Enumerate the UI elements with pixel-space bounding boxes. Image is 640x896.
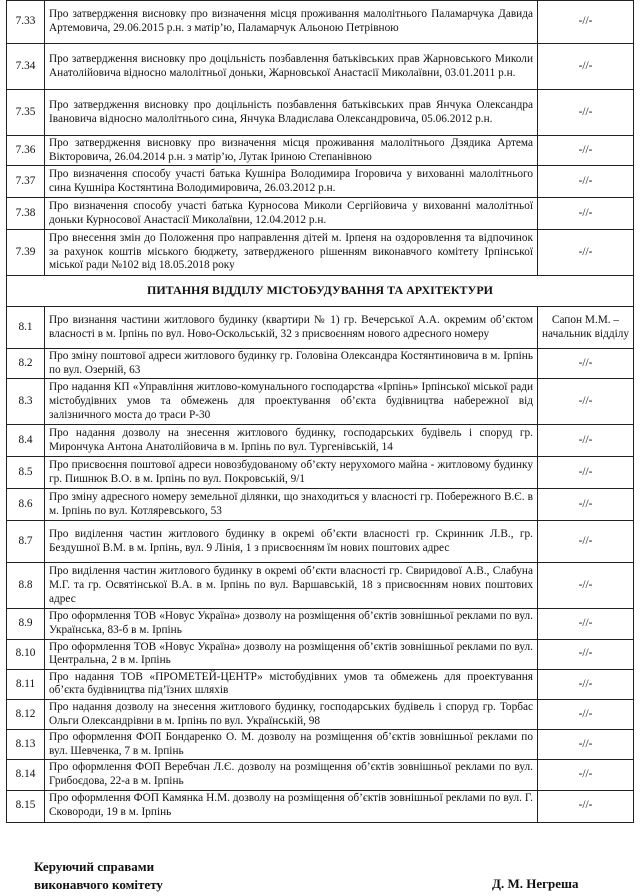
item-description: Про надання дозволу на знесення житлового будинку, господарських будівель і споруд гр. Торбас Ольги Олександрівни в м. Ірпінь по вул. Українській, 98	[45, 699, 538, 729]
agenda-table	[6, 0, 634, 823]
item-responsible: -//-	[538, 521, 634, 563]
item-number: 8.12	[7, 699, 45, 729]
item-number: 8.11	[7, 669, 45, 699]
signature-block	[0, 852, 640, 896]
item-number: 8.7	[7, 521, 45, 563]
table-row	[7, 307, 634, 349]
item-number: 8.14	[7, 760, 45, 790]
item-responsible: Сапон М.М. – начальник відділу	[538, 307, 634, 349]
item-responsible: -//-	[538, 1, 634, 44]
item-responsible: -//-	[538, 198, 634, 230]
item-number: 7.39	[7, 230, 45, 276]
table-row	[7, 90, 634, 136]
table-row	[7, 166, 634, 198]
item-responsible: -//-	[538, 44, 634, 90]
item-description: Про затвердження висновку про визначення місця проживання малолітнього Дзядика Артема Вікторовича, 26.04.2014 р.н. з матір’ю, Лутак Іриною Степанівною	[45, 136, 538, 166]
item-number: 8.3	[7, 379, 45, 425]
item-number: 7.35	[7, 90, 45, 136]
item-responsible: -//-	[538, 136, 634, 166]
table-row	[7, 699, 634, 729]
item-number: 8.9	[7, 609, 45, 639]
item-description: Про надання КП «Управління житлово-комунального господарства «Ірпінь» Ірпінської міської ради містобудівних умов та обмежень для проектування об’єкта будівництва набережної від залізничного моста до траси Р-30	[45, 379, 538, 425]
item-responsible: -//-	[538, 230, 634, 276]
table-row	[7, 790, 634, 822]
item-responsible: -//-	[538, 760, 634, 790]
item-description: Про зміну поштової адреси житлового будинку гр. Головіна Олександра Костянтиновича в м. Ірпінь по вул. Озерній, 63	[45, 349, 538, 379]
item-responsible: -//-	[538, 563, 634, 609]
item-responsible: -//-	[538, 489, 634, 521]
table-row	[7, 521, 634, 563]
item-responsible: -//-	[538, 639, 634, 669]
item-number: 8.1	[7, 307, 45, 349]
item-description: Про оформлення ТОВ «Новус Україна» дозволу на розміщення об’єктів зовнішньої реклами по вул. Українська, 83-б в м. Ірпінь	[45, 609, 538, 639]
item-number: 8.13	[7, 730, 45, 760]
table-row	[7, 489, 634, 521]
item-number: 7.38	[7, 198, 45, 230]
item-number: 8.2	[7, 349, 45, 379]
item-number: 8.5	[7, 457, 45, 489]
table-row	[7, 457, 634, 489]
item-number: 8.10	[7, 639, 45, 669]
table-row	[7, 198, 634, 230]
section-header	[7, 276, 634, 307]
item-description: Про визначення способу участі батька Кушніра Володимира Ігоровича у вихованні малолітнього сина Кушніра Костянтина Володимировича, 26.03.2012 р.н.	[45, 166, 538, 198]
item-number: 7.37	[7, 166, 45, 198]
item-description: Про внесення змін до Положення про направлення дітей м. Ірпеня на оздоровлення та відпочинок за рахунок коштів міського бюджету, затвердженого рішенням виконавчого комітету Ірпінської міської ради №102 від 18.05.2018 року	[45, 230, 538, 276]
item-description: Про оформлення ТОВ «Новус Україна» дозволу на розміщення об’єктів зовнішньої реклами по вул. Центральна, 2 в м. Ірпінь	[45, 639, 538, 669]
item-description: Про оформлення ФОП Веребчан Л.Є. дозволу на розміщення об’єктів зовнішньої реклами по вул. Грибоєдова, 22-а в м. Ірпінь	[45, 760, 538, 790]
table-row	[7, 425, 634, 457]
item-responsible: -//-	[538, 699, 634, 729]
signatory-name: Д. М. Негреша	[492, 876, 579, 891]
table-row	[7, 349, 634, 379]
item-description: Про визнання частини житлового будинку (квартири № 1) гр. Вечерської А.А. окремим об’єктом власності в м. Ірпінь по вул. Ново-Оскольській, 32 з присвоєнням нового адресного номеру	[45, 307, 538, 349]
item-number: 8.8	[7, 563, 45, 609]
item-responsible: -//-	[538, 790, 634, 822]
table-row	[7, 669, 634, 699]
table-row	[7, 1, 634, 44]
item-description: Про затвердження висновку про доцільність позбавлення батьківських прав Янчука Олександра Івановича відносно малолітнього сина, Янчука Владислава Олександровича, 05.06.2012 р.н.	[45, 90, 538, 136]
item-description: Про оформлення ФОП Бондаренко О. М. дозволу на розміщення об’єктів зовнішньої реклами по вул. Шевченка, 7 в м. Ірпінь	[45, 730, 538, 760]
position-line-1: Керуючий справами	[34, 859, 155, 874]
item-description: Про оформлення ФОП Камянка Н.М. дозволу на розміщення об’єктів зовнішньої реклами по вул. Г. Сковороди, 19 в м. Ірпінь	[45, 790, 538, 822]
item-responsible: -//-	[538, 669, 634, 699]
item-responsible: -//-	[538, 457, 634, 489]
item-description: Про виділення частин житлового будинку в окремі об’єкти власності гр. Скринник Л.В., гр. Бездушної В.М. в м. Ірпінь, вул. 9 Лінія, 1 з присвоєнням їм нових поштових адрес	[45, 521, 538, 563]
item-number: 8.6	[7, 489, 45, 521]
item-number: 8.15	[7, 790, 45, 822]
item-responsible: -//-	[538, 609, 634, 639]
item-number: 7.36	[7, 136, 45, 166]
table-row	[7, 760, 634, 790]
item-description: Про присвоєння поштової адреси новозбудованому об’єкту нерухомого майна - житловому будинку гр. Пишнюк В.О. в м. Ірпінь по вул. Покровській, 9/1	[45, 457, 538, 489]
agenda-section-8	[7, 307, 634, 822]
item-number: 8.4	[7, 425, 45, 457]
table-row	[7, 136, 634, 166]
item-description: Про затвердження висновку про доцільність позбавлення батьківських прав Жарновського Миколи Анатолійовича відносно малолітньої доньки, Жарновської Анастасії Миколаївни, 03.01.2011 р.н.	[45, 44, 538, 90]
table-row	[7, 379, 634, 425]
item-description: Про надання дозволу на знесення житлового будинку, господарських будівель і споруд гр. Мирончука Антона Анатолійовича в м. Ірпінь по вул. Тургенівській, 14	[45, 425, 538, 457]
item-responsible: -//-	[538, 90, 634, 136]
item-responsible: -//-	[538, 425, 634, 457]
section-title: ПИТАННЯ ВІДДІЛУ МІСТОБУДУВАННЯ ТА АРХІТЕКТУРИ	[7, 276, 634, 307]
table-row	[7, 44, 634, 90]
item-number: 7.33	[7, 1, 45, 44]
item-responsible: -//-	[538, 379, 634, 425]
agenda-section-7	[7, 1, 634, 276]
position-line-2: виконавчого комітету	[34, 877, 163, 892]
item-number: 7.34	[7, 44, 45, 90]
item-description: Про виділення частин житлового будинку в окремі об’єкти власності гр. Свиридової А.В., Слабуна М.Г. та гр. Освятінської В.А. в м. Ірпінь по вул. Варшавській, 18 з присвоєнням нових поштових адрес	[45, 563, 538, 609]
table-row	[7, 609, 634, 639]
item-responsible: -//-	[538, 166, 634, 198]
item-responsible: -//-	[538, 730, 634, 760]
item-description: Про надання ТОВ «ПРОМЕТЕЙ-ЦЕНТР» містобудівних умов та обмежень для проектування об’єкта будівництва під’їзних шляхів	[45, 669, 538, 699]
table-row	[7, 730, 634, 760]
signatory-position	[34, 858, 163, 894]
table-row	[7, 230, 634, 276]
item-responsible: -//-	[538, 349, 634, 379]
item-description: Про зміну адресного номеру земельної ділянки, що знаходиться у власності гр. Побережного В.Є. в м. Ірпінь по вул. Котляревського, 53	[45, 489, 538, 521]
table-row	[7, 639, 634, 669]
table-row	[7, 563, 634, 609]
item-description: Про визначення способу участі батька Курносова Миколи Сергійовича у вихованні малолітньої доньки Курносової Анастасії Миколаївни, 12.04.2012 р.н.	[45, 198, 538, 230]
item-description: Про затвердження висновку про визначення місця проживання малолітнього Паламарчука Давида Артемовича, 29.06.2015 р.н. з матір’ю, Паламарчук Альоною Петрівною	[45, 1, 538, 44]
